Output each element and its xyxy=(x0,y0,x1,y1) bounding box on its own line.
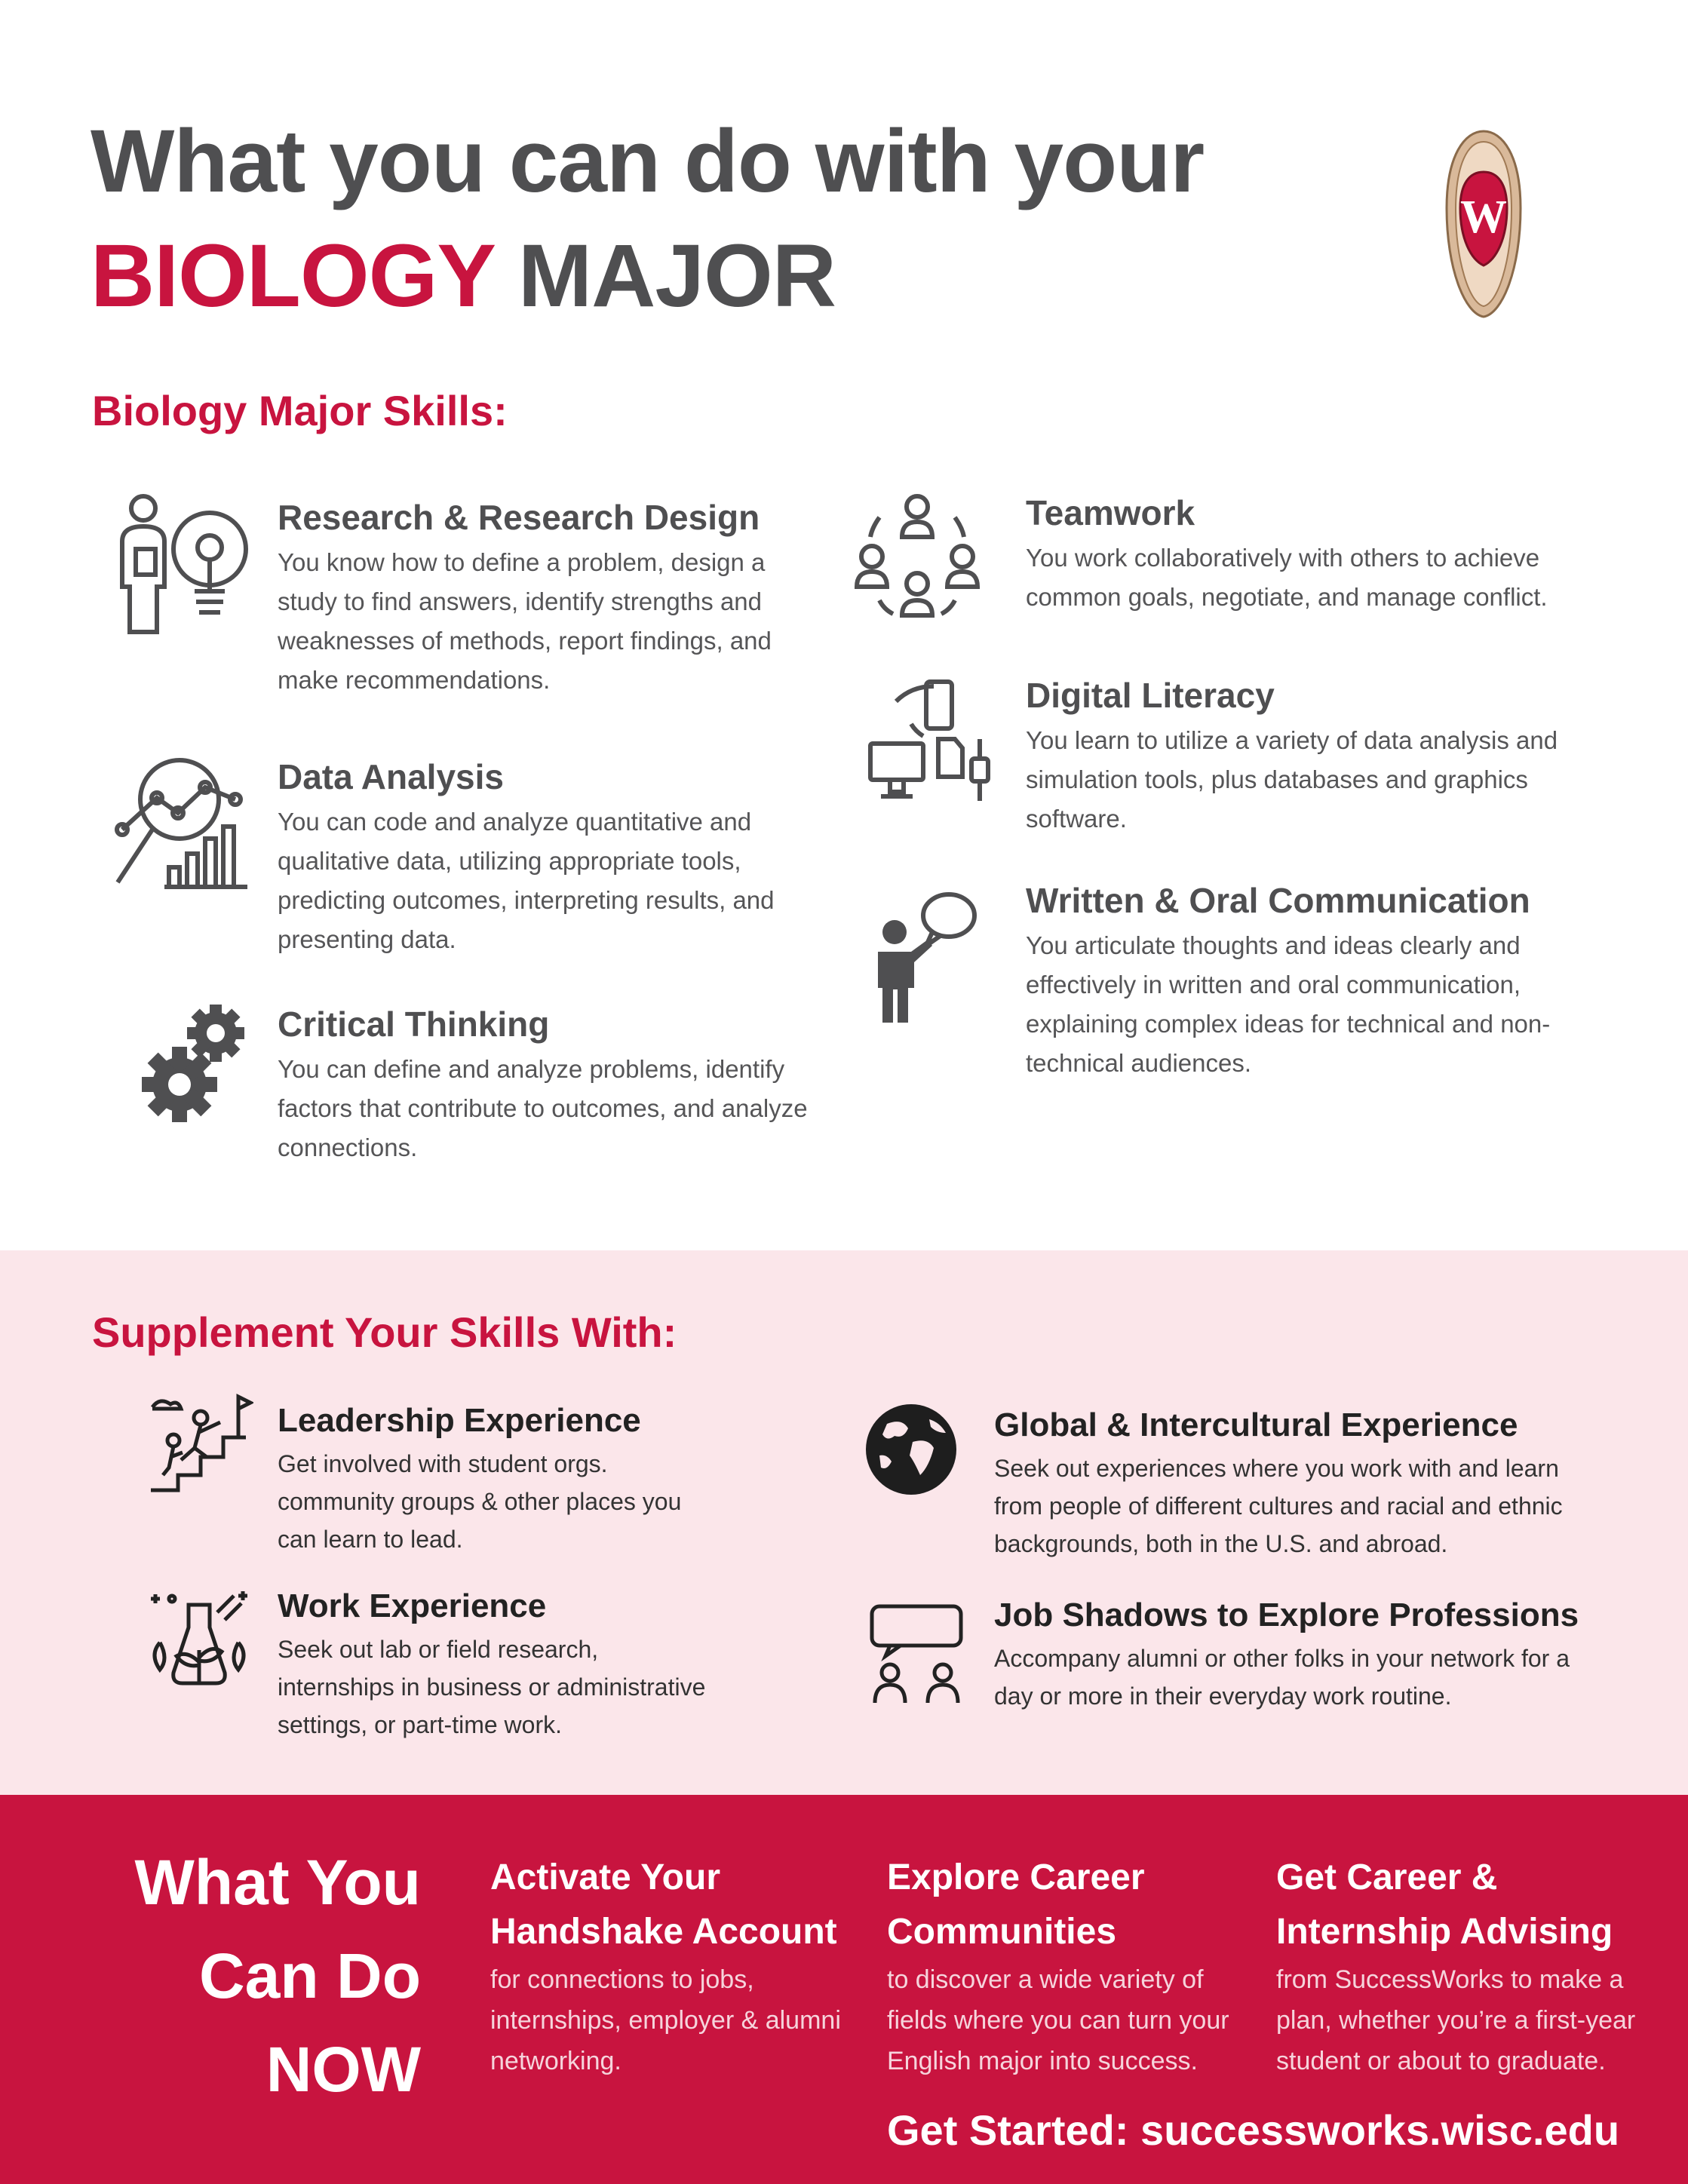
page-title xyxy=(91,104,1204,333)
footer-career-communities xyxy=(887,1851,1241,2081)
skill-desc: You know how to define a problem, design a study to find answers, identify strengths and weaknesses of methods, report findings, and make recommendations. xyxy=(278,548,772,694)
skill-desc: You learn to utilize a variety of data analysis and simulation tools, plus databases and graphics software. xyxy=(1026,726,1558,833)
supplement-job-shadows xyxy=(994,1594,1597,1715)
speaker-bubble-icon xyxy=(873,890,979,1026)
skill-title: Written & Oral Communication xyxy=(1026,881,1530,920)
skill-digital-literacy xyxy=(1026,674,1599,839)
skill-title: Critical Thinking xyxy=(278,1005,550,1044)
skill-communication xyxy=(1026,879,1599,1083)
skill-desc: You can define and analyze problems, identify factors that contribute to outcomes, and analyze connections. xyxy=(278,1055,808,1161)
skill-teamwork xyxy=(1026,492,1599,617)
supplement-title: Leadership Experience xyxy=(278,1402,641,1439)
supplement-desc: Seek out experiences where you work with and learn from people of different cultures and racial and ethnic backgrounds, both in the U.S. and abroad. xyxy=(994,1455,1563,1557)
team-cycle-icon xyxy=(849,487,985,623)
uw-crest-icon xyxy=(1442,125,1525,321)
title-accent-word: BIOLOGY xyxy=(91,226,495,326)
footer-col-desc: for connections to jobs, internships, employer & alumni networking. xyxy=(490,1965,841,2075)
supplement-desc: Accompany alumni or other folks in your network for a day or more in their everyday work routine. xyxy=(994,1645,1570,1710)
supplement-global xyxy=(994,1404,1597,1563)
title-rest: MAJOR xyxy=(517,226,836,326)
skill-desc: You articulate thoughts and ideas clearly and effectively in written and oral communication, explaining complex ideas for technical and non-technical audiences. xyxy=(1026,931,1551,1077)
footer-banner xyxy=(0,1795,1688,2184)
footer-col-title: Explore Career Communities xyxy=(887,1857,1145,1952)
skill-desc: You can code and analyze quantitative and qualitative data, utilizing appropriate tools, predicting outcomes, interpreting results, and presenting data. xyxy=(278,808,775,953)
skill-critical-thinking xyxy=(278,1003,821,1167)
get-started-link[interactable]: Get Started: successworks.wisc.edu xyxy=(887,2106,1620,2154)
svg-text:W: W xyxy=(1460,192,1507,243)
researcher-lightbulb-icon xyxy=(112,489,255,640)
what-you-can-do-now: What You Can Do NOW xyxy=(134,1847,421,2105)
footer-handshake xyxy=(490,1851,845,2081)
footer-col-desc: from SuccessWorks to make a plan, whether you’re a first-year student or about to graduate. xyxy=(1276,1965,1636,2075)
gears-icon xyxy=(140,1002,253,1122)
supplement-work xyxy=(278,1585,715,1744)
footer-col-title: Activate Your Handshake Account xyxy=(490,1857,837,1952)
skill-data-analysis xyxy=(278,756,821,959)
skills-heading: Biology Major Skills: xyxy=(92,387,508,434)
supplement-title: Job Shadows to Explore Professions xyxy=(994,1597,1579,1633)
supplement-title: Global & Intercultural Experience xyxy=(994,1406,1518,1443)
skill-title: Teamwork xyxy=(1026,493,1195,532)
supplement-title: Work Experience xyxy=(278,1587,547,1624)
skill-research xyxy=(278,496,821,700)
skill-title: Research & Research Design xyxy=(278,498,760,537)
supplement-heading: Supplement Your Skills With: xyxy=(92,1308,677,1356)
magnifier-chart-icon xyxy=(112,754,255,890)
climbing-flag-icon xyxy=(148,1392,253,1498)
skill-desc: You work collaboratively with others to achieve common goals, negotiate, and manage conflict. xyxy=(1026,544,1548,611)
supplement-leadership xyxy=(278,1400,700,1558)
supplement-desc: Seek out lab or field research, internships in business or administrative settings, or part-time work. xyxy=(278,1636,706,1738)
title-line1: What you can do with your xyxy=(91,112,1205,211)
footer-col-title: Get Career & Internship Advising xyxy=(1276,1857,1613,1952)
footer-col-desc: to discover a wide variety of fields where you can turn your English major into success. xyxy=(887,1965,1229,2075)
supplement-desc: Get involved with student orgs. community groups & other places you can learn to lead. xyxy=(278,1450,682,1553)
footer-career-advising xyxy=(1276,1851,1653,2081)
conversation-icon xyxy=(867,1602,965,1707)
lab-plant-icon xyxy=(146,1590,252,1688)
globe-icon xyxy=(864,1403,958,1496)
skill-title: Digital Literacy xyxy=(1026,676,1275,715)
skill-title: Data Analysis xyxy=(278,757,504,796)
devices-icon xyxy=(866,679,994,807)
